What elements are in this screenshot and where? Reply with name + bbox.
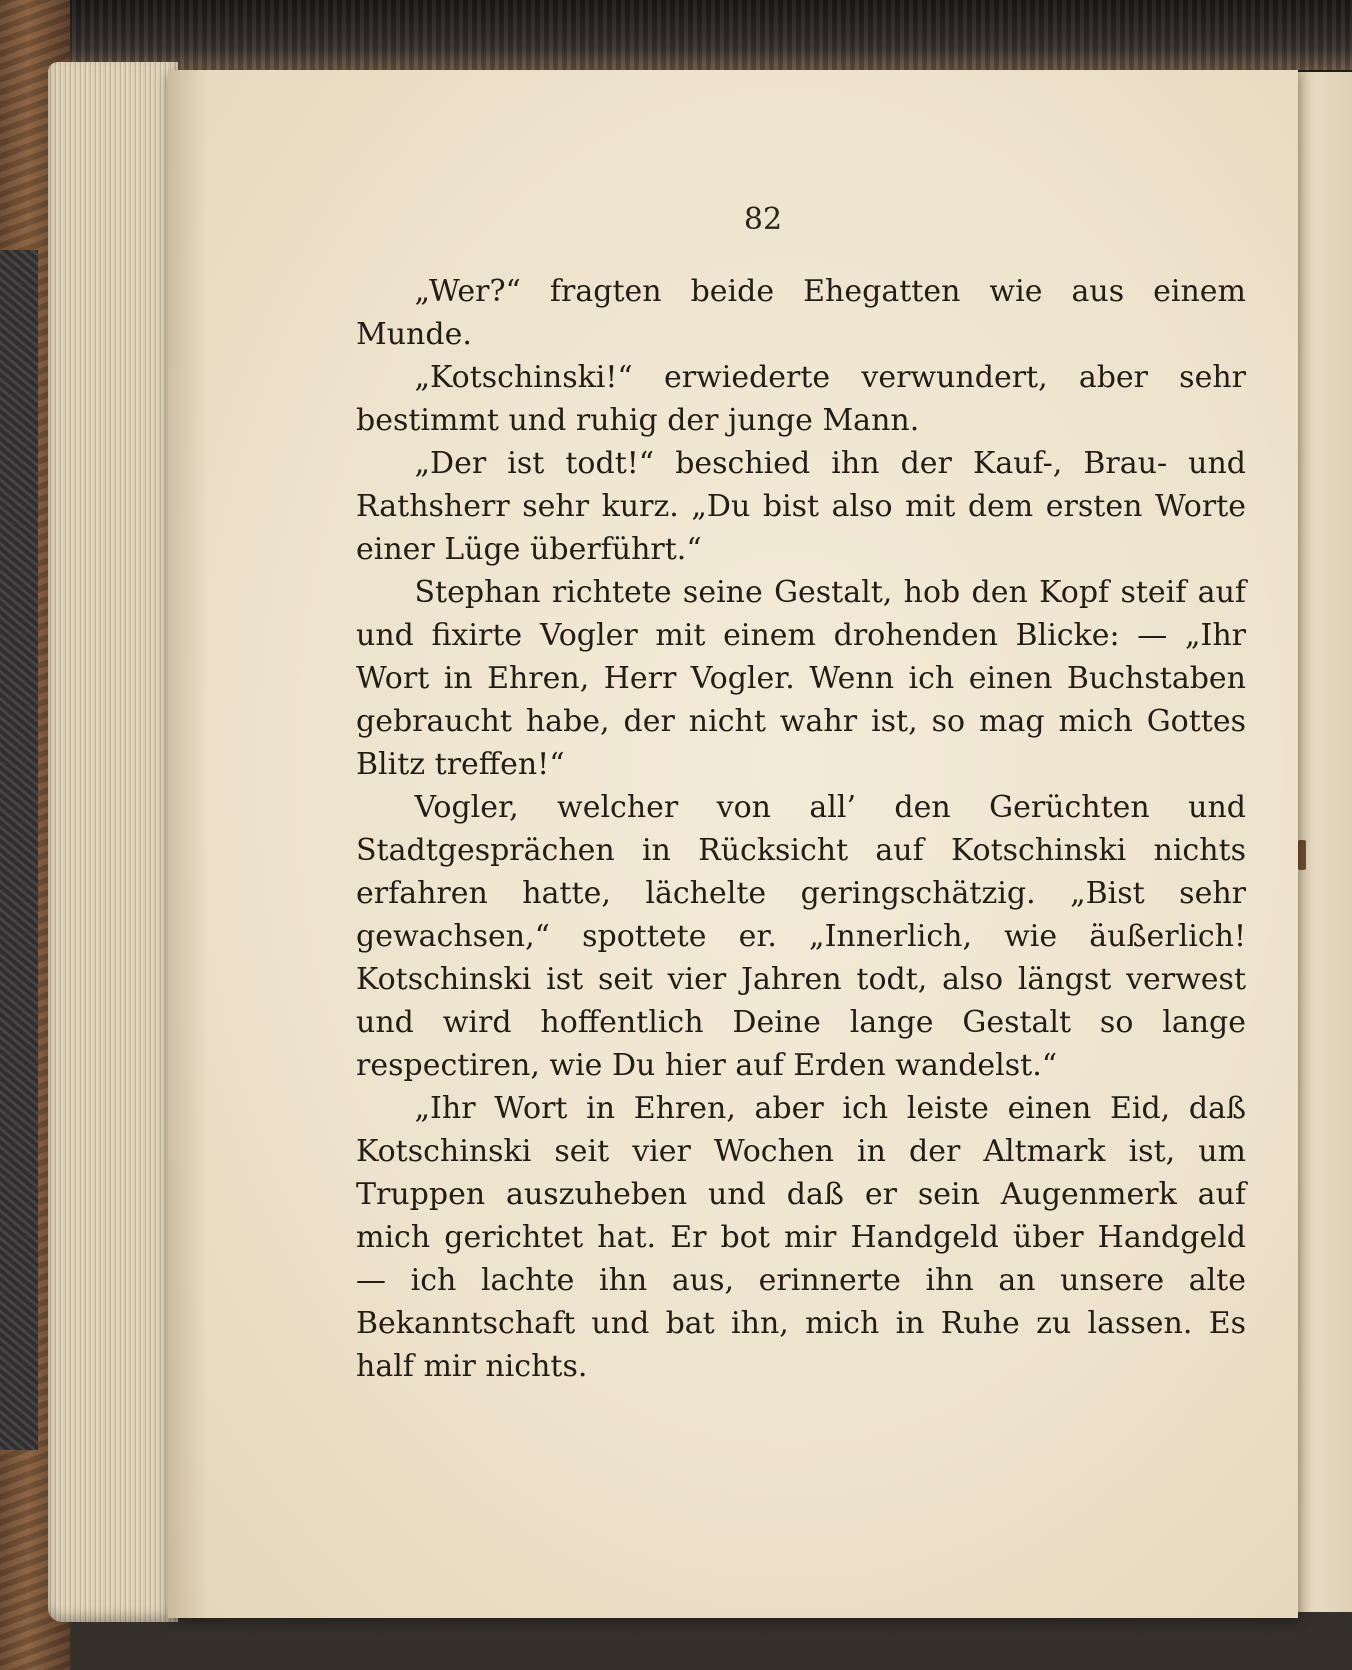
paragraph-2: „Kotschinski!“ erwiederte verwundert, aber sehr bestimmt und ruhig der junge Mann.: [356, 360, 1246, 438]
paragraph-4: Stephan richtete seine Gestalt, hob den Kopf steif auf und fixirte Vogler mit einem drohenden Blicke: — „Ihr Wort in Ehren, Herr Vogler. Wenn ich einen Buchstaben gebraucht habe, der nicht wahr ist, so mag mich Gottes Blitz treffen!“: [356, 575, 1246, 782]
paragraph-6: „Ihr Wort in Ehren, aber ich leiste einen Eid, daß Kotschinski seit vier Wochen in der Altmark ist, um Truppen auszuheben und daß er sein Augenmerk auf mich gerichtet hat. Er bot mir Handgeld über Handgeld — ich lachte ihn aus, erinnerte ihn an unsere alte Bekanntschaft und bat ihn, mich in Ruhe zu lassen. Es half mir nichts.: [356, 1091, 1246, 1384]
book-spine-cloth: [0, 250, 38, 1450]
paragraph-5: Vogler, welcher von all’ den Gerüchten und Stadtgesprächen in Rücksicht auf Kotschinski nichts erfahren hatte, lächelte geringschätzig. „Bist sehr gewachsen,“ spottete er. „Innerlich, wie äußerlich! Kotschinski ist seit vier Jahren todt, also längst verwest und wird hoffentlich Deine lange Gestalt so lange respectiren, wie Du hier auf Erden wandelst.“: [356, 790, 1246, 1083]
paragraph-3: „Der ist todt!“ beschied ihn der Kauf-, Brau- und Rathsherr sehr kurz. „Du bist also mit dem ersten Worte einer Lüge überführt.“: [356, 446, 1246, 567]
book-cover-top: [0, 0, 1352, 70]
paragraph-1: „Wer?“ fragten beide Ehegatten wie aus einem Munde.: [356, 274, 1246, 352]
page-block-edges: [48, 62, 178, 1622]
book-page: [168, 70, 1298, 1618]
page-number: 82: [743, 202, 783, 237]
next-page-sliver: [1298, 72, 1352, 1612]
page-text: [356, 270, 1246, 1388]
page-tab-mark: [1298, 840, 1306, 870]
